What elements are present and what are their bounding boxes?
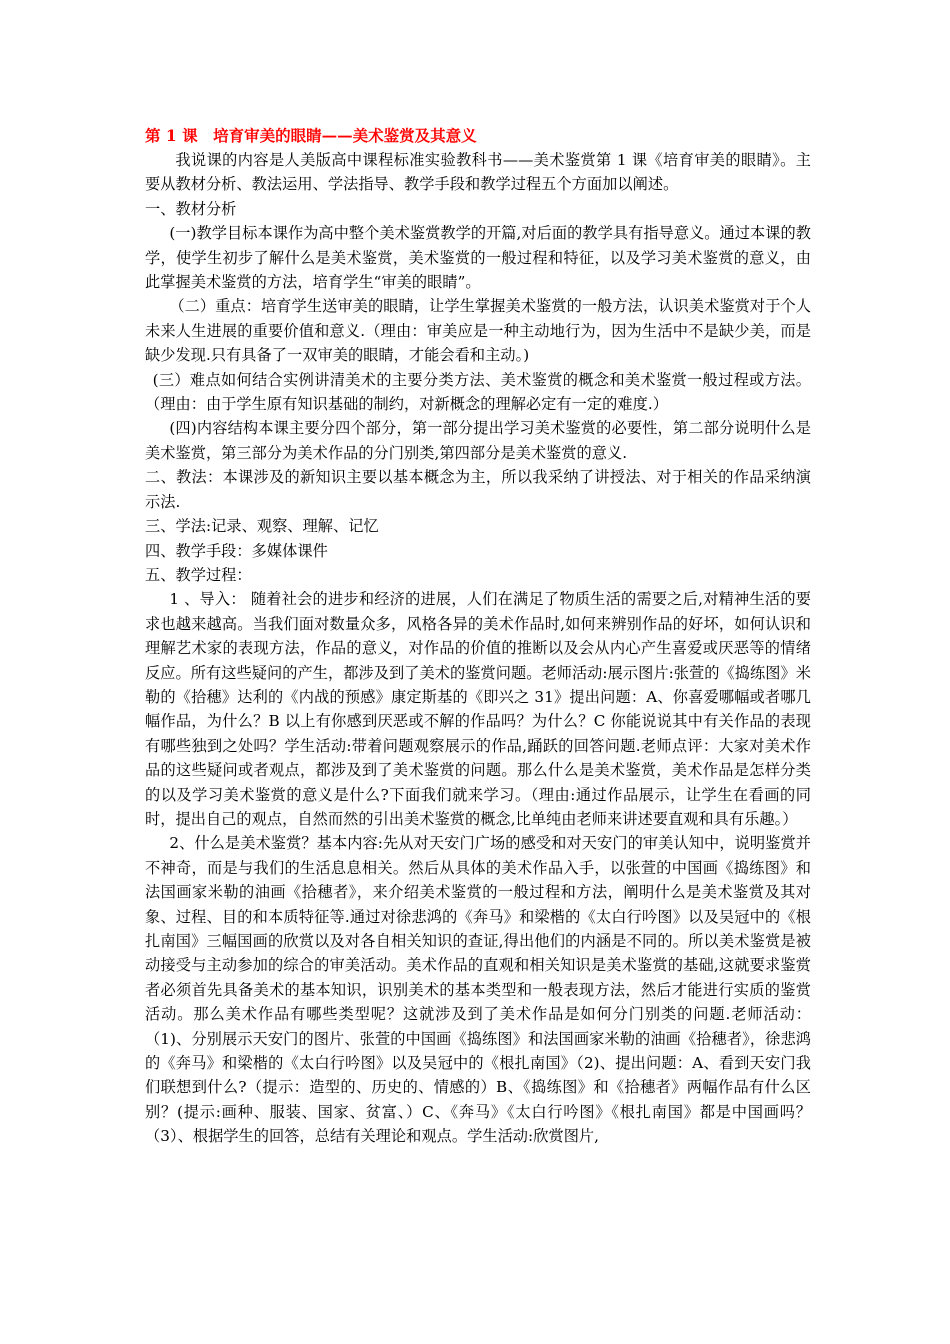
section-5-introduction: 1 、导入： 随着社会的进步和经济的进展，人们在满足了物质生活的需要之后,对精神生活的要求也越来越高。当我们面对数量众多，风格各异的美术作品时,如何来辨别作品的好坏，如何认识和理解艺术家的表现方法，作品的意义，对作品的价值的推断以及会从内心产生喜爱或厌恶等的情绪反应。所有这些疑问的产生，都涉及到了美术的鉴赏问题。老师活动:展示图片:张萱的《捣练图》米勒的《拾穗》达利的《内战的预感》康定斯基的《即兴之 31》提出问题：A、你喜爱哪幅或者哪几幅作品，为什么？B 以上有你感到厌恶或不解的作品吗？为什么？C 你能说说其中有关作品的表现有哪些独到之处吗？学生活动:带着问题观察展示的作品,踊跃的回答问题.老师点评：大家对美术作品的这些疑问或者观点，都涉及到了美术鉴赏的问题。那么什么是美术鉴赏，美术作品是怎样分类的以及学习美术鉴赏的意义是什么?下面我们就来学习。（理由:通过作品展示，让学生在看画的同时，提出自己的观点，自然而然的引出美术鉴赏的概念,比单纯由老师来讲述要直观和具有乐趣。） [145, 590, 811, 828]
section-5-what-is-appreciation: 2、什么是美术鉴赏？基本内容:先从对天安门广场的感受和对天安门的审美认知中，说明鉴赏并不神奇，而是与我们的生活息息相关。然后从具体的美术作品入手，以张萱的中国画《捣练图》和法国画家米勒的油画《拾穗者》，来介绍美术鉴赏的一般过程和方法，阐明什么是美术鉴赏及其对象、过程、目的和本质特征等.通过对徐悲鸿的《奔马》和梁楷的《太白行吟图》以及吴冠中的《根扎南国》三幅国画的欣赏以及对各自相关知识的查证,得出他们的内涵是不同的。所以美术鉴赏是被动接受与主动参加的综合的审美活动。美术作品的直观和相关知识是美术鉴赏的基础,这就要求鉴赏者必须首先具备美术的基本知识，识别美术的基本类型和一般表现方法，然后才能进行实质的鉴赏活动。那么美术作品有哪些类型呢？这就涉及到了美术作品是如何分门别类的问题.老师活动：（1)、分别展示天安门的图片、张萱的中国画《捣练图》和法国画家米勒的油画《拾穗者》，徐悲鸿的《奔马》和梁楷的《太白行吟图》以及吴冠中的《根扎南国》（2)、提出问题：A、看到天安门我们联想到什么?（提示：造型的、历史的、情感的）B、《捣练图》和《拾穗者》两幅作品有什么区别？(提示:画种、服装、国家、贫富、）C、《奔马》《太白行吟图》《根扎南国》都是中国画吗？（3）、根据学生的回答，总结有关理论和观点。学生活动:欣赏图片, [145, 834, 811, 1146]
section-1-structure: (四)内容结构本课主要分四个部分，第一部分提出学习美术鉴赏的必要性，第二部分说明什么是美术鉴赏，第三部分为美术作品的分门别类,第四部分是美术鉴赏的意义. [145, 419, 811, 462]
section-4-teaching-means: 四、教学手段：多媒体课件 [145, 541, 328, 560]
section-2-teaching-method: 二、教法：本课涉及的新知识主要以基本概念为主，所以我采纳了讲授法、对于相关的作品采纳演示法. [145, 468, 811, 511]
lesson-title: 第 1 课 培育审美的眼睛——美术鉴赏及其意义 [145, 126, 477, 145]
section-1-heading: 一、教材分析 [145, 199, 237, 218]
document-page [145, 124, 811, 1149]
intro-paragraph: 我说课的内容是人美版高中课程标准实验教科书——美术鉴赏第 1 课《培育审美的眼睛》。主要从教材分析、教法运用、学法指导、教学手段和教学过程五个方面加以阐述。 [145, 151, 811, 194]
section-1-difficulties: (三）难点如何结合实例讲清美术的主要分类方法、美术鉴赏的概念和美术鉴赏一般过程或方法。（理由：由于学生原有知识基础的制约，对新概念的理解必定有一定的难度.） [145, 370, 811, 414]
section-5-heading: 五、教学过程： [145, 565, 252, 584]
section-1-objectives: (一)教学目标本课作为高中整个美术鉴赏教学的开篇,对后面的教学具有指导意义。通过本课的教学，使学生初步了解什么是美术鉴赏，美术鉴赏的一般过程和特征，以及学习美术鉴赏的意义，由此掌握美术鉴赏的方法，培育学生“审美的眼睛”。 [145, 224, 811, 292]
section-1-key-points: （二）重点：培育学生送审美的眼睛，让学生掌握美术鉴赏的一般方法，认识美术鉴赏对于个人未来人生进展的重要价值和意义.（理由：审美应是一种主动地行为，因为生活中不是缺少美，而是缺少发现.只有具备了一双审美的眼睛，才能会看和主动。) [145, 297, 811, 365]
section-3-learning-method: 三、学法:记录、观察、理解、记忆 [145, 517, 379, 536]
